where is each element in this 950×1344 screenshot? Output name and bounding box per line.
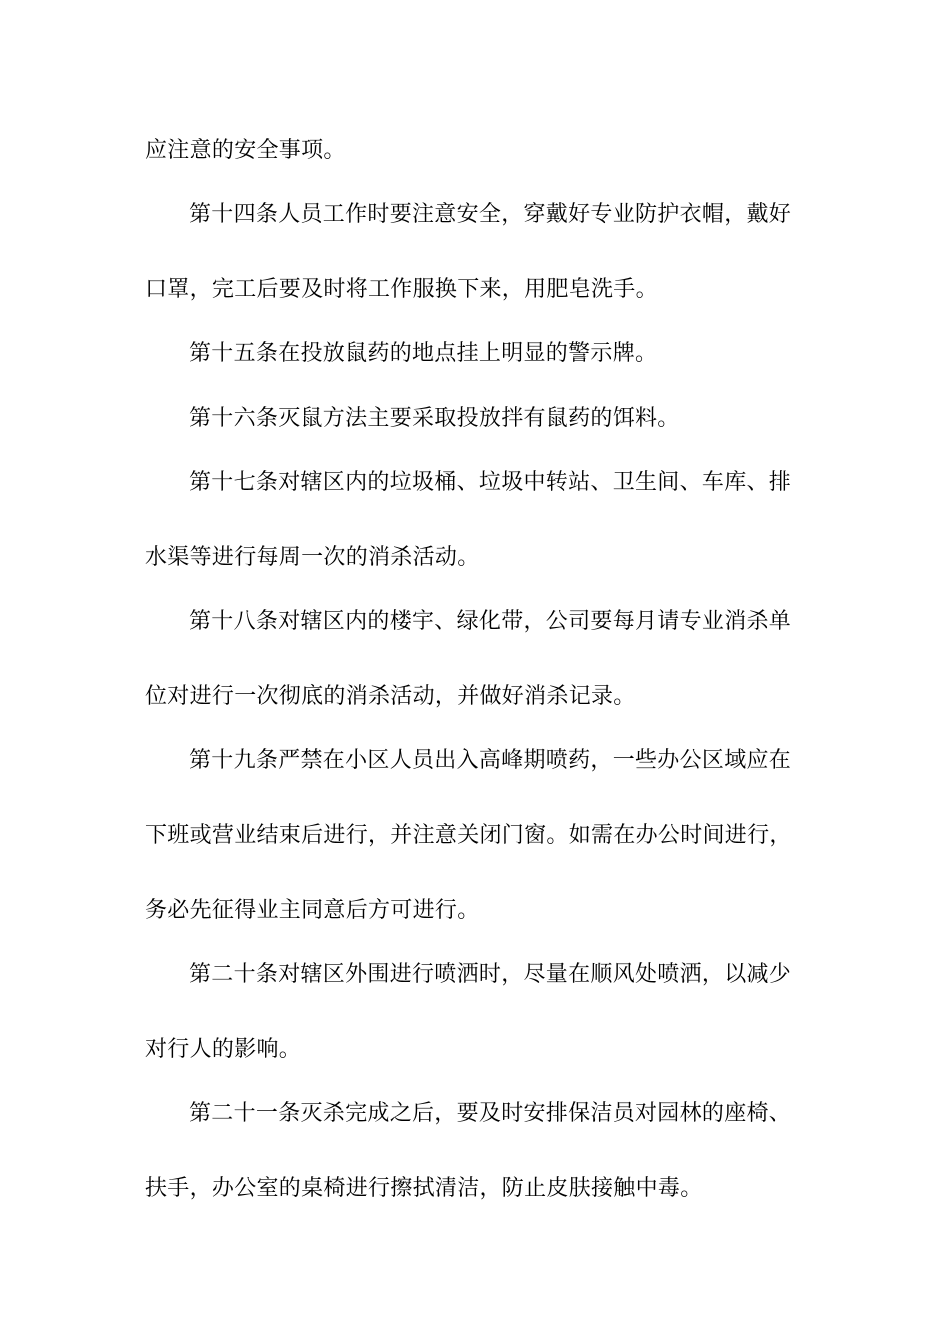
- text-line: 下班或营业结束后进行，并注意关闭门窗。如需在办公时间进行，: [145, 823, 792, 848]
- text-line: 第十六条灭鼠方法主要采取投放拌有鼠药的饵料。: [189, 406, 680, 431]
- text-line: 第二十条对辖区外围进行喷洒时，尽量在顺风处喷洒，以减少: [189, 962, 792, 987]
- text-line: 扶手，办公室的桌椅进行擦拭清洁，防止皮肤接触中毒。: [145, 1176, 703, 1201]
- text-line: 口罩，完工后要及时将工作服换下来，用肥皂洗手。: [145, 277, 658, 302]
- text-line: 第十四条人员工作时要注意安全，穿戴好专业防护衣帽，戴好: [189, 202, 792, 227]
- text-line: 第十五条在投放鼠药的地点挂上明显的警示牌。: [189, 341, 658, 366]
- text-line: 应注意的安全事项。: [145, 138, 346, 163]
- text-line: 水渠等进行每周一次的消杀活动。: [145, 545, 480, 570]
- text-line: 第十九条严禁在小区人员出入高峰期喷药，一些办公区域应在: [189, 748, 792, 773]
- text-line: 第十八条对辖区内的楼宇、绿化带，公司要每月请专业消杀单: [189, 609, 792, 634]
- text-line: 第二十一条灭杀完成之后，要及时安排保洁员对园林的座椅、: [189, 1101, 792, 1126]
- text-line: 务必先征得业主同意后方可进行。: [145, 898, 480, 923]
- text-line: 第十七条对辖区内的垃圾桶、垃圾中转站、卫生间、车库、排: [189, 470, 792, 495]
- text-line: 对行人的影响。: [145, 1037, 302, 1062]
- text-line: 位对进行一次彻底的消杀活动，并做好消杀记录。: [145, 684, 636, 709]
